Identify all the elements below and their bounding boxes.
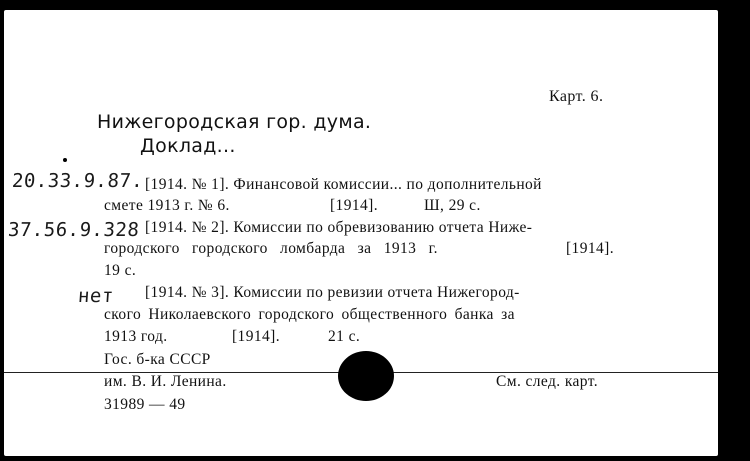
entry-1-pages: Ш, 29 с. [424, 197, 481, 214]
entry-1-line-2: смете 1913 г. № 6. [104, 197, 230, 214]
continued-note: См. след. карт. [496, 373, 599, 390]
card-number: Карт. 6. [549, 88, 604, 105]
library-line-2: им. В. И. Ленина. [104, 373, 227, 390]
library-line-1: Гос. б-ка СССР [104, 351, 211, 368]
entry-2-line-2: городского городского ломбарда за 1913 г. [104, 240, 438, 257]
entry-3-line-3: 1913 год. [104, 328, 168, 345]
scan-border [726, 0, 750, 461]
entry-2-line-1: [1914. № 2]. Комиссии по обревизованию отчета Ниже- [145, 219, 533, 236]
entry-1-year: [1914]. [330, 197, 378, 214]
shelfmark-3: нет [77, 285, 115, 307]
entry-3-pages: 21 с. [328, 328, 361, 345]
entry-3-line-2: ского Николаевского городского общественного банка за [104, 306, 515, 323]
shelfmark-2: 37.56.9.328 [7, 219, 141, 241]
shelfmark-1: 20.33.9.87. [11, 170, 145, 192]
entry-3-year: [1914]. [232, 328, 280, 345]
entry-1-line-1: [1914. № 1]. Финансовой комиссии... по дополнительной [145, 176, 542, 193]
punch-hole [338, 351, 394, 401]
card-subheading: Доклад... [140, 135, 236, 157]
entry-2-year: [1914]. [566, 240, 614, 257]
ink-dot [63, 158, 67, 162]
card-heading: Нижегородская гор. дума. [97, 111, 372, 133]
entry-2-pages: 19 с. [104, 262, 137, 279]
library-code: 31989 — 49 [104, 396, 186, 413]
entry-3-line-1: [1914. № 3]. Комиссии по ревизии отчета Нижегород- [145, 284, 520, 301]
